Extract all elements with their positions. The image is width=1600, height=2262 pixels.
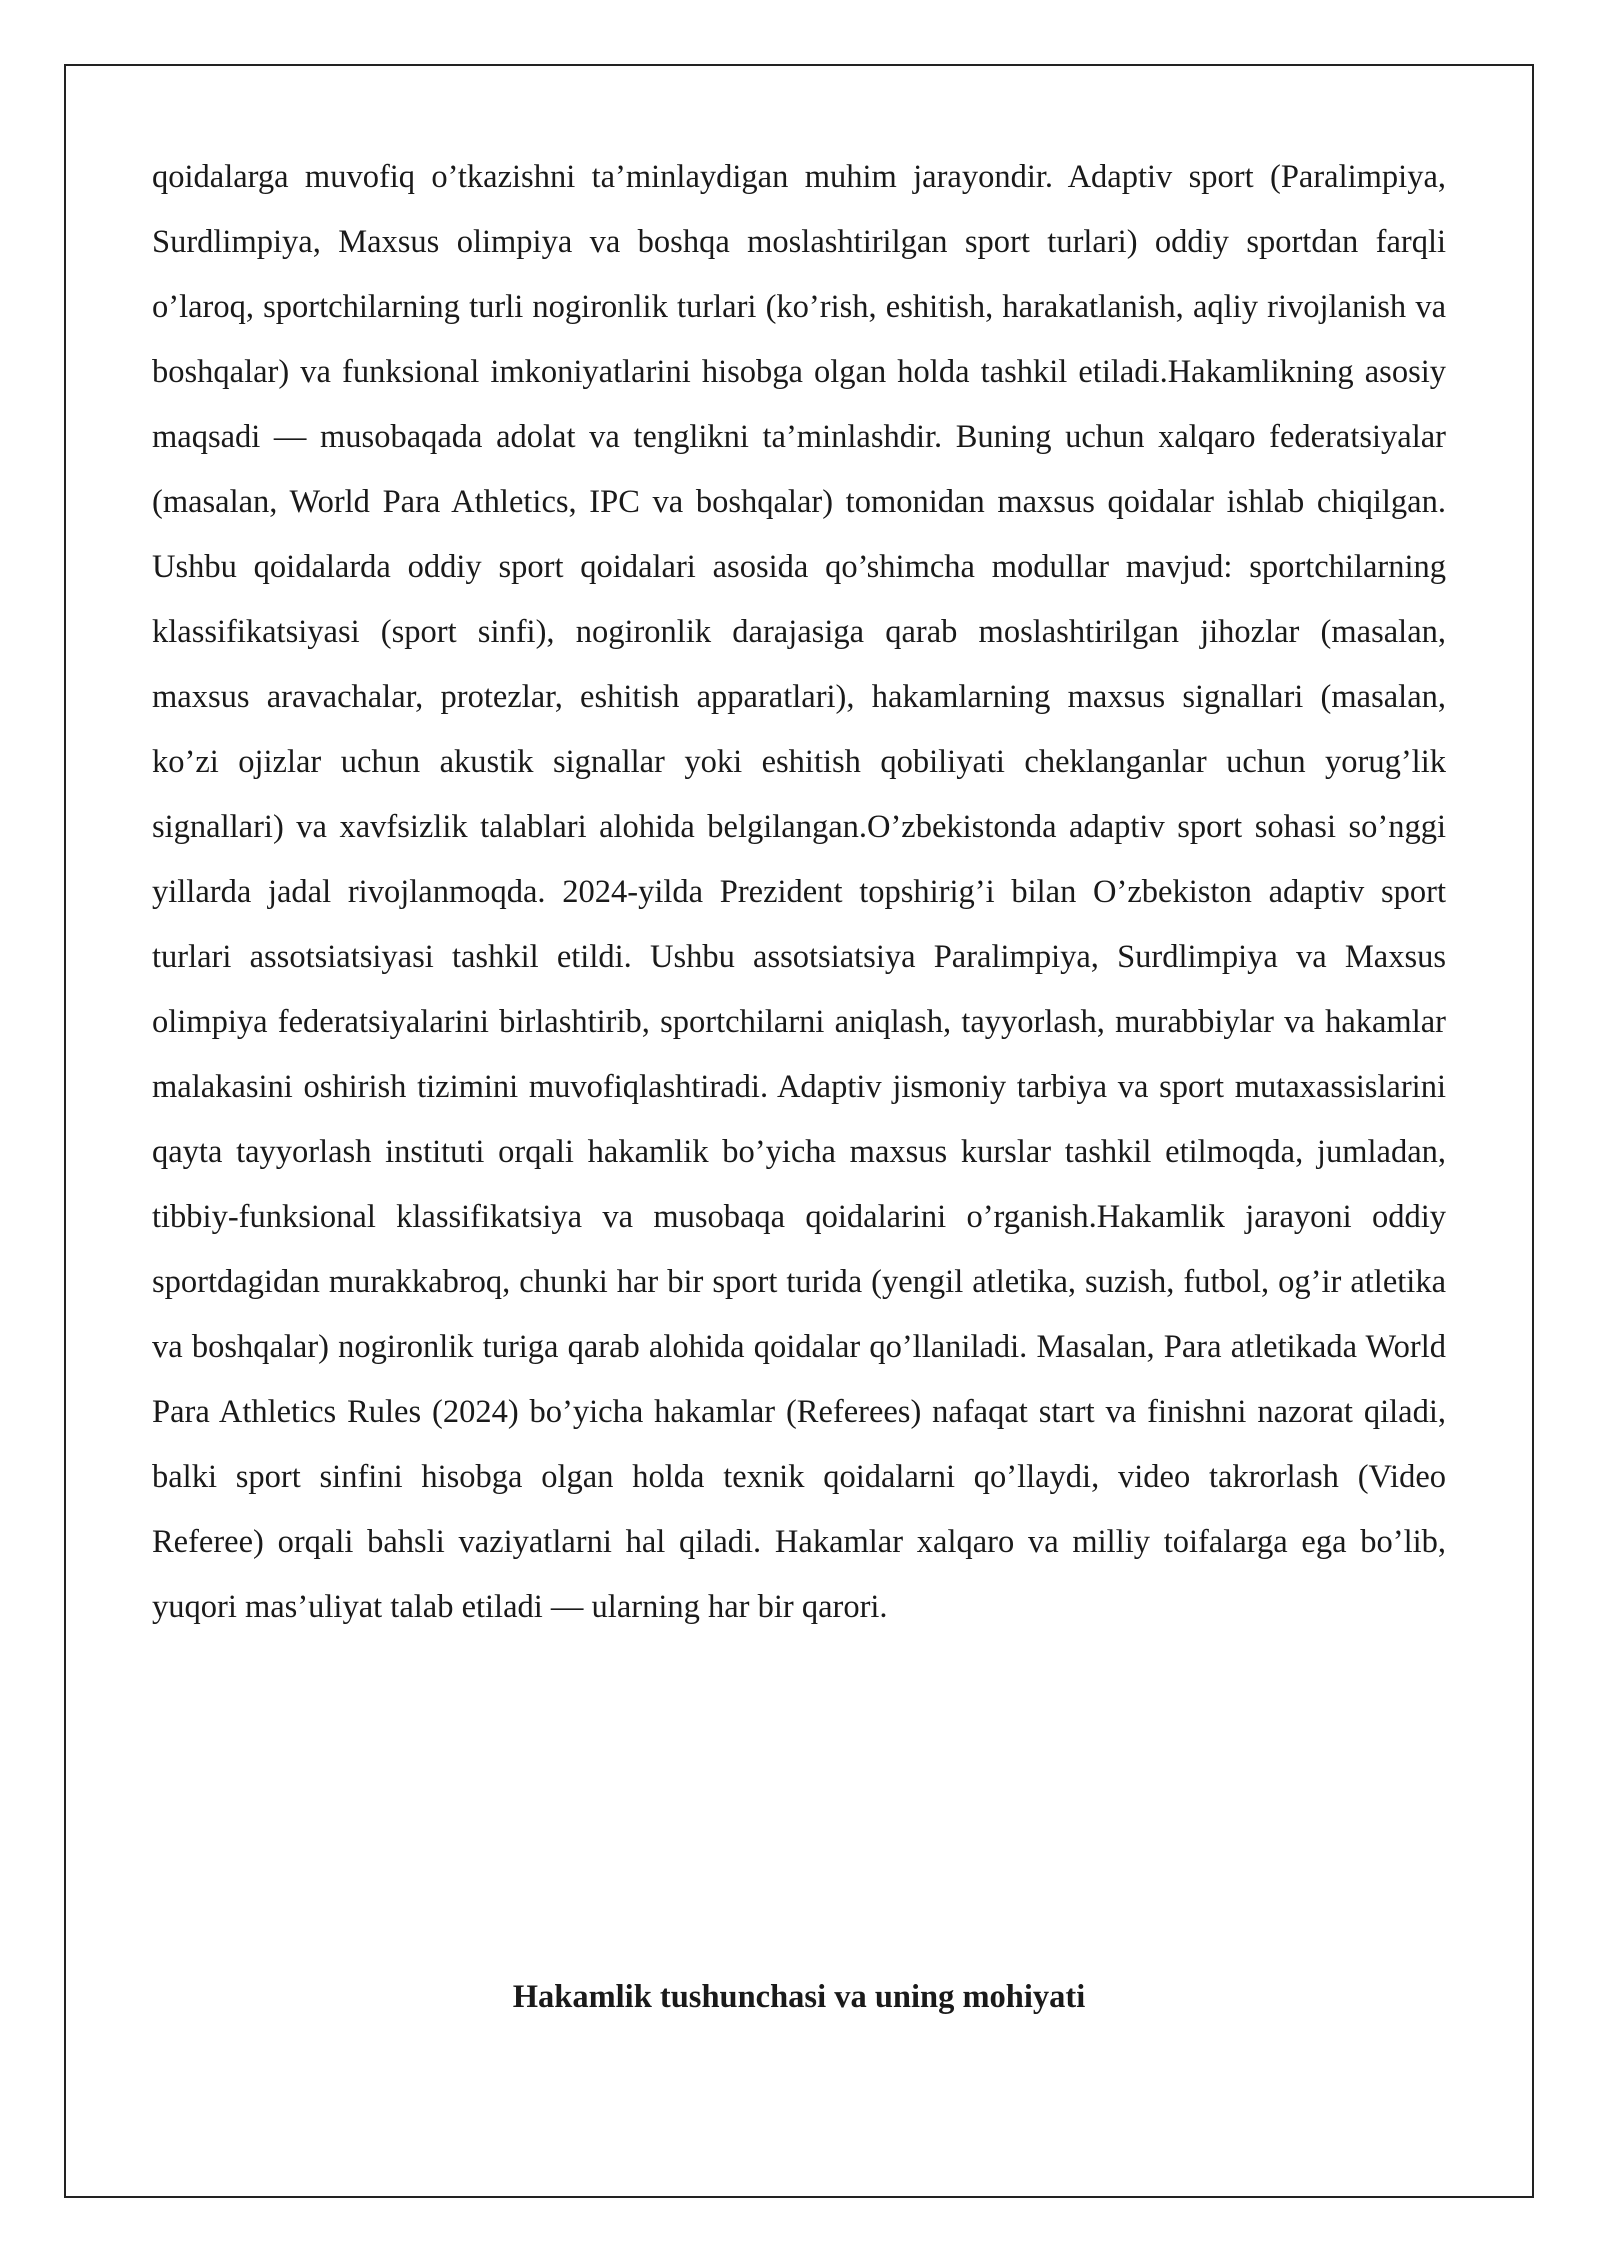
document-content xyxy=(152,145,1446,2015)
body-paragraph: qoidalarga muvofiq o’tkazishni ta’minlaydigan muhim jarayondir. Adaptiv sport (Paralimpiya, Surdlimpiya, Maxsus olimpiya va boshqa moslashtirilgan sport turlari) oddiy sportdan farqli o’laroq, sportchilarning turli nogironlik turlari (ko’rish, eshitish, harakatlanish, aqliy rivojlanish va boshqalar) va funksional imkoniyatlarini hisobga olgan holda tashkil etiladi.Hakamlikning asosiy maqsadi — musobaqada adolat va tenglikni ta’minlashdir. Buning uchun xalqaro federatsiyalar (masalan, World Para Athletics, IPC va boshqalar) tomonidan maxsus qoidalar ishlab chiqilgan. Ushbu qoidalarda oddiy sport qoidalari asosida qo’shimcha modullar mavjud: sportchilarning klassifikatsiyasi (sport sinfi), nogironlik darajasiga qarab moslashtirilgan jihozlar (masalan, maxsus aravachalar, protezlar, eshitish apparatlari), hakamlarning maxsus signallari (masalan, ko’zi ojizlar uchun akustik signallar yoki eshitish qobiliyati cheklanganlar uchun yorug’lik signallari) va xavfsizlik talablari alohida belgilangan.O’zbekistonda adaptiv sport sohasi so’nggi yillarda jadal rivojlanmoqda. 2024-yilda Prezident topshirig’i bilan O’zbekiston adaptiv sport turlari assotsiatsiyasi tashkil etildi. Ushbu assotsiatsiya Paralimpiya, Surdlimpiya va Maxsus olimpiya federatsiyalarini birlashtirib, sportchilarni aniqlash, tayyorlash, murabbiylar va hakamlar malakasini oshirish tizimini muvofiqlashtiradi. Adaptiv jismoniy tarbiya va sport mutaxassislarini qayta tayyorlash instituti orqali hakamlik bo’yicha maxsus kurslar tashkil etilmoqda, jumladan, tibbiy-funksional klassifikatsiya va musobaqa qoidalarini o’rganish.Hakamlik jarayoni oddiy sportdagidan murakkabroq, chunki har bir sport turida (yengil atletika, suzish, futbol, og’ir atletika va boshqalar) nogironlik turiga qarab alohida qoidalar qo’llaniladi. Masalan, Para atletikada World Para Athletics Rules (2024) bo’yicha hakamlar (Referees) nafaqat start va finishni nazorat qiladi, balki sport sinfini hisobga olgan holda texnik qoidalarni qo’llaydi, video takrorlash (Video Referee) orqali bahsli vaziyatlarni hal qiladi. Hakamlar xalqaro va milliy toifalarga ega bo’lib, yuqori mas’uliyat talab etiladi — ularning har bir qarori. xyxy=(152,159,1446,1625)
section-heading: Hakamlik tushunchasi va uning mohiyati xyxy=(512,1979,1086,2015)
